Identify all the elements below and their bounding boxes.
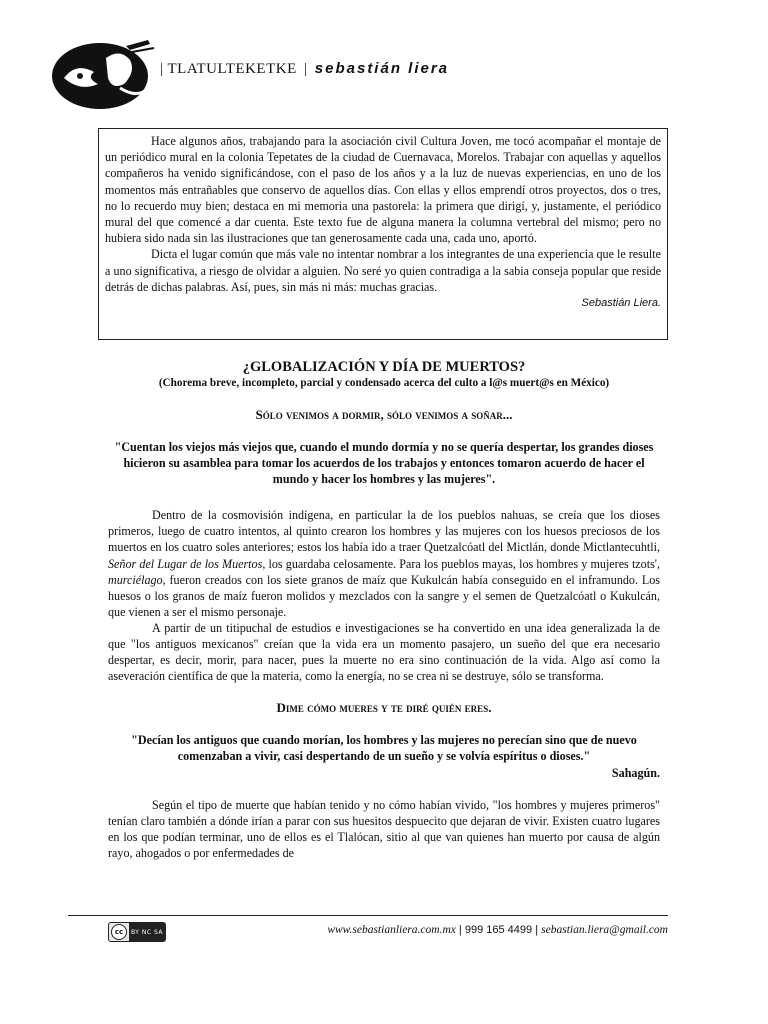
- email-link[interactable]: sebastian.liera@gmail.com: [541, 924, 668, 936]
- website-link[interactable]: www.sebastianliera.com.mx: [327, 924, 456, 936]
- article-title: ¿GLOBALIZACIÓN Y DÍA DE MUERTOS?: [242, 359, 526, 375]
- paragraph-3: Según el tipo de muerte que habían tenido y no cómo habían vivido, "los hombres y mujeres primeros" tenían claro también a dónde irían a parar con sus huesitos despuecito que dejaran de vivir. Existen cuatro lugares en los que podían terminar, uno de ellos es el Tlalócan, sitio al que van quienes han muerto por causa de algún rayo, ahogados o por enfermedades de: [108, 797, 660, 860]
- paragraph-2: A partir de un titipuchal de estudios e investigaciones se ha convertido en una idea generalizada la de que "los antiguos mexicanos" creían que la vida era un momento pasajero, un sueño del que era necesario despertar, es decir, morir, para nacer, pues la muerte no era sino continuación de la vida. Algo así como la aseveración científica de que la materia, como la energía, no se crea ni se destruye, sólo se transforma.: [108, 620, 660, 684]
- italic-phrase: Señor del Lugar de los Muertos: [108, 556, 263, 571]
- quote-author: Sahagún.: [611, 765, 660, 780]
- quote-2: "Decían los antiguos que cuando morían, los hombres y las mujeres no perecían sino que de nuevo comenzaban a vivir, casi despertando de un sueño y se volvía espíritus o dioses.": [131, 733, 637, 764]
- cc-license-badge[interactable]: [108, 922, 166, 942]
- paragraph-1: Dentro de la cosmovisión indígena, en particular la de los pueblos nahuas, se creía que los dioses primeros, luego de cuatro intentos, al quinto crearon los hombres y las mujeres con los huesos preciosos de los muertos en los cuatro soles anteriores; estos los había ido a traer Quetzalcóatl del Mictlán, donde Mictlantecuhtli, Señor del Lugar de los Muertos, los guardaba celosamente. Para los pueblos mayas, los hombres y mujeres tzots', murciélago, fueron creados con los siete granos de maíz que Kukulcán había conseguido en el inframundo. Los huesos o los granos de maíz fueron molidos y mezclados con la sangre y el semen de Quetzalcóatl o Kukulcán, que vienen a ser el mismo personaje.: [108, 508, 660, 619]
- article-subtitle: (Chorema breve, incompleto, parcial y condensado acerca del culto a l@s muert@s en México): [158, 377, 610, 389]
- license-tags: BY NC SA: [129, 923, 165, 941]
- author-name: sebastián liera: [314, 60, 450, 77]
- article: [108, 358, 660, 861]
- brand-title: [160, 60, 449, 78]
- section-heading-1: Sólo venimos a dormir, sólo venimos a soñar...: [255, 407, 513, 422]
- logo-icon: [50, 38, 160, 110]
- cc-icon: cc: [111, 924, 127, 940]
- intro-box: [98, 128, 668, 340]
- italic-phrase: murciélago: [108, 572, 163, 587]
- intro-paragraph-2: Dicta el lugar común que más vale no intentar nombrar a los integrantes de una experiencia que le resulte a uno significativa, a riesgo de olvidar a alguien. No seré yo quien contradiga a la sabia conseja popular que reside detrás de dichas palabras. Así, pues, sin más ni más: muchas gracias.: [105, 247, 661, 294]
- intro-signature: Sebastián Liera.: [581, 297, 661, 310]
- footer-divider: [68, 915, 668, 916]
- brand-left: TLATULTEKETKE: [167, 61, 297, 77]
- section-heading-2: Dime cómo mueres y te diré quién eres.: [276, 700, 492, 716]
- footer-contact: www.sebastianliera.com.mx | 999 165 4499 | sebastian.liera@gmail.com: [327, 924, 668, 936]
- page-header: [50, 38, 730, 110]
- separator: |: [160, 61, 164, 77]
- phone-number: 999 165 4499: [464, 924, 533, 936]
- intro-paragraph-1: Hace algunos años, trabajando para la asociación civil Cultura Joven, me tocó acompañar el montaje de un periódico mural en la colonia Tepetates de la ciudad de Cuernavaca, Morelos. Trabajar con aquellas y aquellos compañeros ha venido significándose, con el paso de los años y a la luz de nuevas experiencias, en uno de los momentos más entrañables que conservo de aquellos días. Con ellas y ellos emprendí otros proyectos, dos o tres, no lo recuerdo muy bien; destaca en mi memoria una pastorela: la primera que dirigí, y, justamente, el periódico mural del que comencé a dar cuenta. Este texto fue de alguna manera la columna vertebral del mismo; pero no hubiera sido nada sin las ilustraciones que tan generosamente cada una, cada uno, aportó.: [105, 134, 661, 246]
- quote-1: "Cuentan los viejos más viejos que, cuando el mundo dormía y no se quería despertar, los grandes dioses hicieron su asamblea para tomar los acuerdos de los trabajos y entonces tomaron acuerdo de hacer el mundo y hacer los hombres y las mujeres".: [114, 440, 654, 487]
- separator: |: [304, 61, 308, 77]
